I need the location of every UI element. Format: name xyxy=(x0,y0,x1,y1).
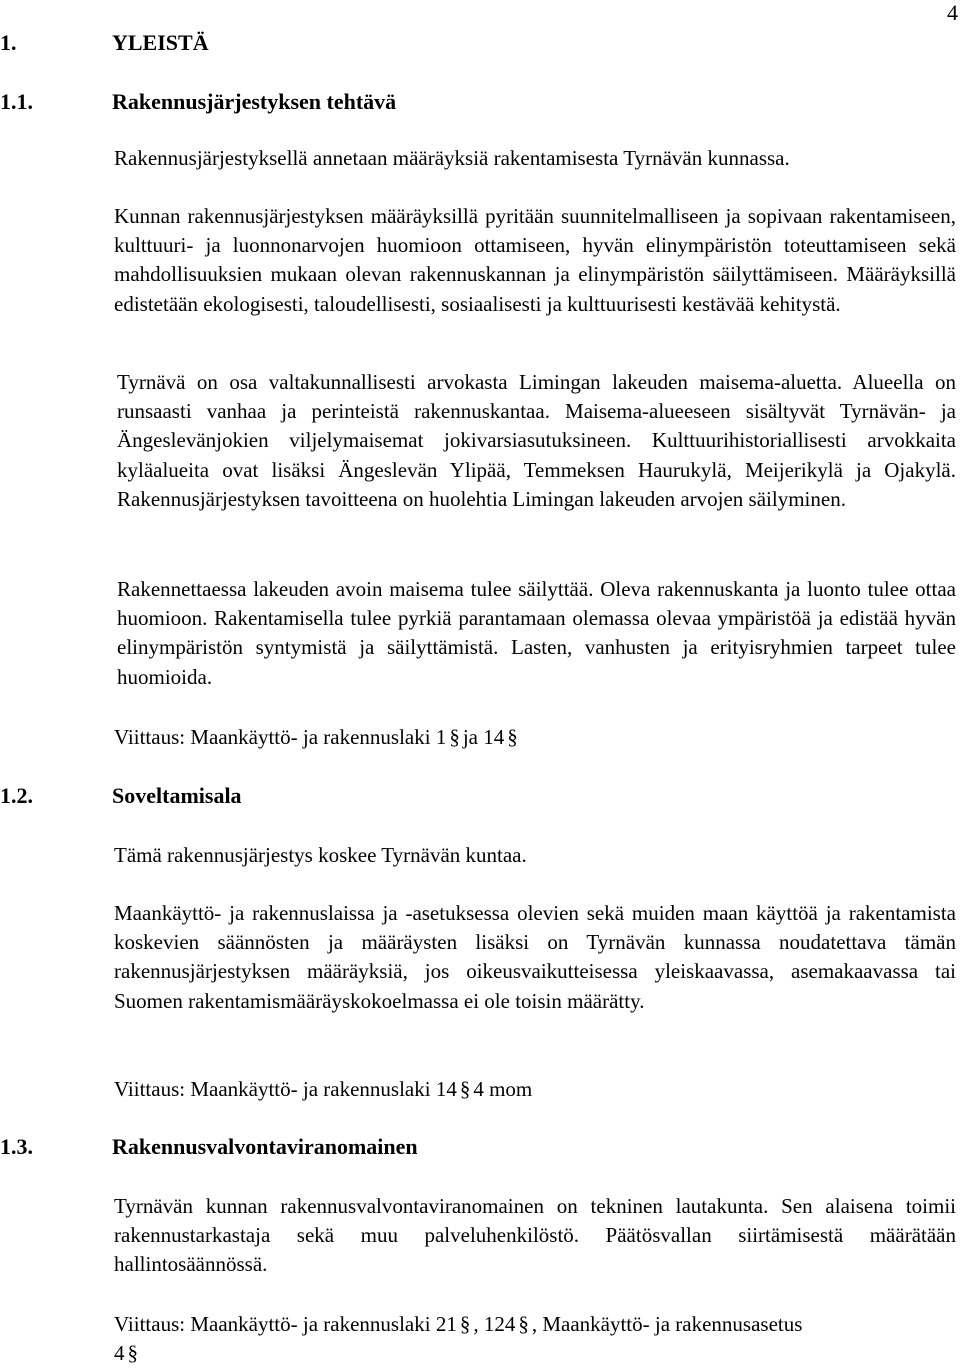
section-sign: § xyxy=(127,1341,138,1365)
legal-reference-continued xyxy=(114,1339,141,1368)
section-heading-1 xyxy=(0,30,600,60)
section-heading-1-1 xyxy=(0,89,700,119)
section-title: Soveltamisala xyxy=(112,783,242,808)
section-heading-1-3 xyxy=(0,1134,700,1164)
paragraph: Tämä rakennusjärjestys koskee Tyrnävän kuntaa. xyxy=(114,843,527,867)
section-sign: § xyxy=(459,1312,471,1336)
paragraph: Tyrnävä on osa valtakunnallisesti arvokasta Limingan lakeuden maisema-aluetta. Alueella on runsaasti vanhaa ja perinteistä rakennuskantaa. Maisema-alueeseen sisältyvät Tyrnävän- ja Ängeslevänjokien viljelymaisemat jokivarsiasutuksineen. Kulttuurihistoriallisesti arvokkaita kyläalueita ovat lisäksi Ängeslevän Ylipää, Temmeksen Haurukylä, Meijerikylä ja Ojakylä. Rakennusjärjestyksen tavoitteena on huolehtia Limingan lakeuden arvojen säilyminen. xyxy=(117,370,956,511)
section-number: 1.1. xyxy=(0,89,33,114)
section-title: YLEISTÄ xyxy=(112,30,209,55)
paragraph: Tyrnävän kunnan rakennusvalvontaviranomainen on tekninen lautakunta. Sen alaisena toimii rakennustarkastaja sekä muu palveluhenkilöstö. Päätösvallan siirtämisestä määrätään hallintosäännössä. xyxy=(114,1194,956,1277)
reference-text: 4 xyxy=(114,1341,125,1365)
section-sign: § xyxy=(459,1077,471,1101)
section-number: 1. xyxy=(0,30,17,55)
paragraph: Rakennettaessa lakeuden avoin maisema tulee säilyttää. Oleva rakennuskanta ja luonto tulee ottaa huomioon. Rakentamisella tulee pyrkiä parantamaan olemassa olevaa ympäristöä ja edistää hyvän elinympäristön syntymistä ja säilyttämistä. Lasten, vanhusten ja erityisryhmien tarpeet tulee huomioida. xyxy=(117,577,956,689)
legal-reference xyxy=(114,1310,802,1339)
section-sign: § xyxy=(518,1312,529,1336)
section-number: 1.2. xyxy=(0,783,33,808)
paragraph: Kunnan rakennusjärjestyksen määräyksillä pyritään suunnitelmalliseen ja sopivaan rakentamiseen, kulttuuri- ja luonnonarvojen huomioon ottamiseen, hyvän elinympäristön toteuttamiseen sekä mahdollisuuksien mukaan olevan rakennuskannan ja elinympäristön säilyttämiseen. Määräyksillä edistetään ekologisesti, taloudellisesti, sosiaalisesti ja kulttuurisesti kestävää kehitystä. xyxy=(114,204,956,316)
paragraph: Maankäyttö- ja rakennuslaissa ja -asetuksessa olevien sekä muiden maan käyttöä ja rakentamista koskevien säännösten ja määräysten lisäksi on Tyrnävän kunnassa noudatettava tämän rakennusjärjestyksen määräyksiä, jos oikeusvaikutteisessa yleiskaavassa, asemakaavassa tai Suomen rakentamismääräyskokoelmassa ei ole toisin määrätty. xyxy=(114,901,956,1013)
page-number: 4 xyxy=(947,0,958,25)
section-sign: § xyxy=(507,725,518,749)
reference-text: , 124 xyxy=(473,1312,516,1336)
reference-text: Viittaus: Maankäyttö- ja rakennuslaki 14 xyxy=(114,1077,457,1101)
section-title: Rakennusvalvontaviranomainen xyxy=(112,1134,418,1159)
reference-text: ja 14 xyxy=(462,725,505,749)
section-heading-1-2 xyxy=(0,783,700,813)
reference-text: Viittaus: Maankäyttö- ja rakennuslaki 21 xyxy=(114,1312,457,1336)
reference-text: Viittaus: Maankäyttö- ja rakennuslaki 1 xyxy=(114,725,447,749)
reference-text: 4 mom xyxy=(473,1077,533,1101)
section-sign: § xyxy=(449,725,460,749)
section-number: 1.3. xyxy=(0,1134,33,1159)
reference-text: , Maankäyttö- ja rakennusasetus xyxy=(531,1312,803,1336)
paragraph: Rakennusjärjestyksellä annetaan määräyksiä rakentamisesta Tyrnävän kunnassa. xyxy=(114,146,790,170)
legal-reference xyxy=(114,723,521,752)
legal-reference xyxy=(114,1075,532,1104)
section-title: Rakennusjärjestyksen tehtävä xyxy=(112,89,397,114)
